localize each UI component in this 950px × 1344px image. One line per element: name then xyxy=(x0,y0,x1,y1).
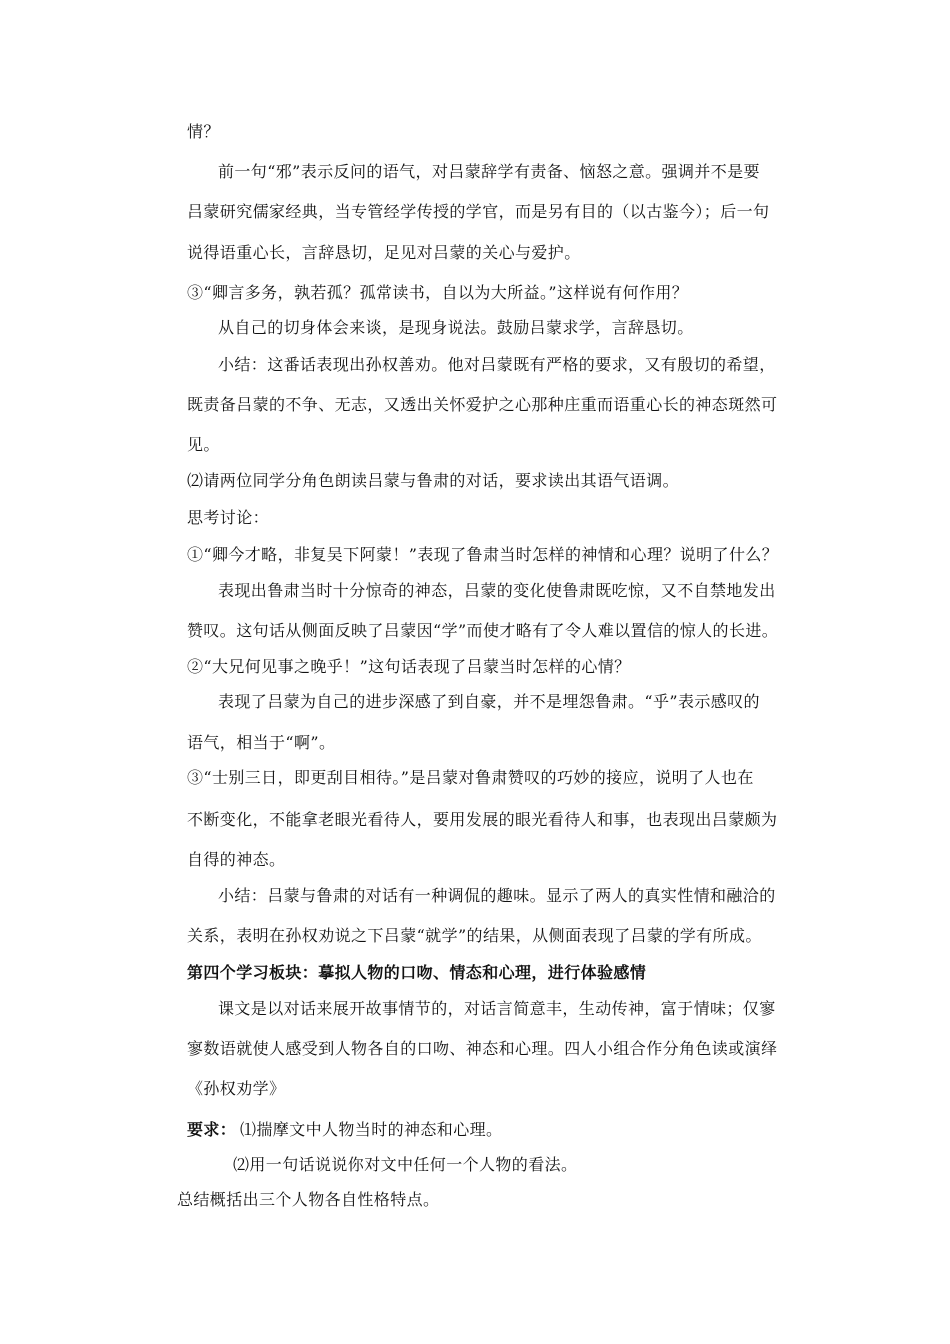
text-line: 《孙权劝学》 xyxy=(187,1079,286,1098)
text-line: ①“卿今才略，非复吴下阿蒙！”表现了鲁肃当时怎样的神情和心理？说明了什么？ xyxy=(187,545,779,564)
text-line: 表现出鲁肃当时十分惊奇的神态，吕蒙的变化使鲁肃既吃惊，又不自禁地发出 xyxy=(218,581,776,600)
text-line: 自得的神态。 xyxy=(187,850,286,869)
text-line: 既责备吕蒙的不争、无志，又透出关怀爱护之心那种庄重而语重心长的神态斑然可 xyxy=(187,395,778,414)
text-line: 从自己的切身体会来谈，是现身说法。鼓励吕蒙求学，言辞恳切。 xyxy=(218,318,694,337)
text-line: 前一句“邪”表示反问的语气，对吕蒙辞学有责备、恼怒之意。强调并不是要 xyxy=(218,162,760,181)
text-line: 关系，表明在孙权劝说之下吕蒙“就学”的结果，从侧面表现了吕蒙的学有所成。 xyxy=(187,926,762,945)
text-line: 小结：这番话表现出孙权善劝。他对吕蒙既有严格的要求，又有殷切的希望， xyxy=(218,355,776,374)
text-line: 情？ xyxy=(187,122,220,141)
text-line: 语气，相当于“啊”。 xyxy=(187,733,336,752)
text-line: 吕蒙研究儒家经典，当专管经学传授的学官，而是另有目的（以古鉴今）；后一句 xyxy=(187,202,770,221)
requirement-item: ⑴揣摩文中人物当时的神态和心理。 xyxy=(240,1120,503,1139)
text-line: ②“大兄何见事之晚乎！”这句话表现了吕蒙当时怎样的心情？ xyxy=(187,657,631,676)
text-line: 课文是以对话来展开故事情节的，对话言简意丰，生动传神，富于情味；仅寥 xyxy=(218,999,776,1018)
text-line: 说得语重心长，言辞恳切，足见对吕蒙的关心与爱护。 xyxy=(187,243,581,262)
text-line: 见。 xyxy=(187,435,220,454)
text-line: 总结概括出三个人物各自性格特点。 xyxy=(177,1190,440,1209)
text-line: 小结：吕蒙与鲁肃的对话有一种调侃的趣味。显示了两人的真实性情和融洽的 xyxy=(218,886,776,905)
text-line: 不断变化，不能拿老眼光看待人，要用发展的眼光看待人和事，也表现出吕蒙颇为 xyxy=(187,810,778,829)
section-heading: 第四个学习板块：摹拟人物的口吻、情态和心理，进行体验感情 xyxy=(187,963,647,982)
text-line: 寥数语就使人感受到人物各自的口吻、神态和心理。四人小组合作分角色读或演绎 xyxy=(187,1039,778,1058)
text-line: ③“卿言多务，孰若孤？孤常读书，自以为大所益。”这样说有何作用？ xyxy=(187,283,689,302)
requirement-item: ⑵用一句话说说你对文中任何一个人物的看法。 xyxy=(233,1155,578,1174)
text-line: 表现了吕蒙为自己的进步深感了到自豪，并不是埋怨鲁肃。“乎”表示感叹的 xyxy=(218,692,760,711)
text-line: ③“士别三日，即更刮目相待。”是吕蒙对鲁肃赞叹的巧妙的接应，说明了人也在 xyxy=(187,768,754,787)
text-line: 赞叹。这句话从侧面反映了吕蒙因“学”而使才略有了令人难以置信的惊人的长进。 xyxy=(187,621,779,640)
text-line: 思考讨论： xyxy=(187,508,270,527)
requirements-label: 要求： xyxy=(187,1120,237,1139)
text-line: ⑵请两位同学分角色朗读吕蒙与鲁肃的对话，要求读出其语气语调。 xyxy=(187,471,680,490)
